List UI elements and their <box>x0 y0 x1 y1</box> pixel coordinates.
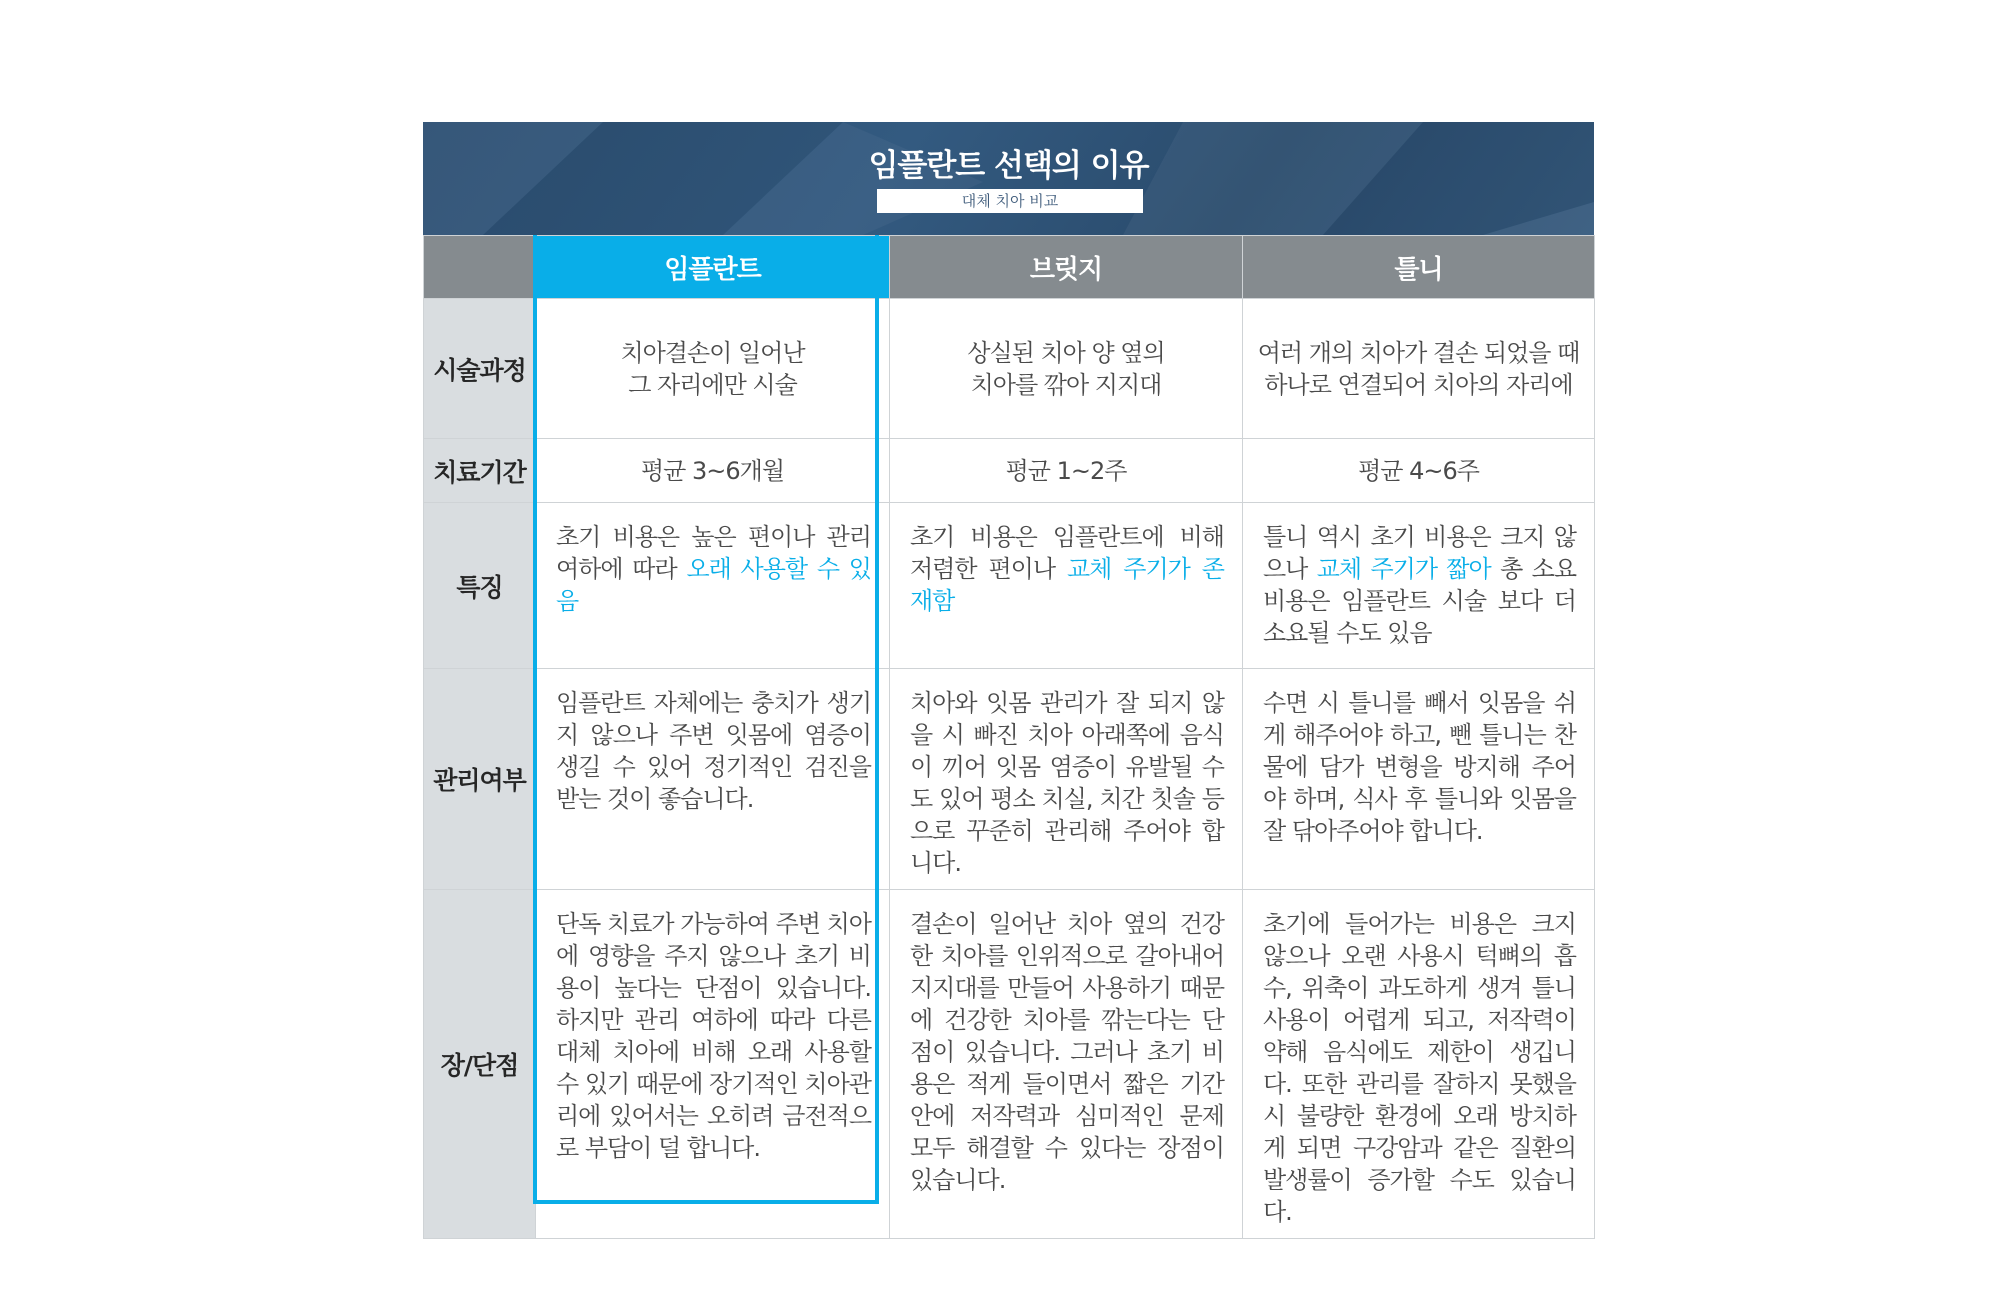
feature-implant-text: 초기 비용은 높은 편이나 관리 여하에 따라 <box>556 523 871 583</box>
comparison-table <box>423 235 1595 1239</box>
row-label-period: 치료기간 <box>424 439 536 503</box>
row-label-care: 관리여부 <box>424 669 536 890</box>
cell-process-denture: 여러 개의 치아가 결손 되었을 때 하나로 연결되어 치아의 자리에 <box>1243 299 1595 439</box>
cell-care-implant: 임플란트 자체에는 충치가 생기지 않으나 주변 잇몸에 염증이 생길 수 있어 정기적인 검진을 받는 것이 좋습니다. <box>536 669 890 890</box>
feature-denture-text-end: 총 소요 비용은 임플란트 시술 보다 더 소요될 수도 있음 <box>1263 555 1577 647</box>
feature-bridge-highlight: 교체 주기가 존재함 <box>910 555 1224 615</box>
feature-denture-text: 틀니 역시 초기 비용은 크지 않으나 <box>1263 523 1576 583</box>
header-row <box>424 236 1595 299</box>
column-header-implant: 임플란트 <box>536 236 890 299</box>
table-row-period <box>424 439 1595 503</box>
column-header-bridge: 브릿지 <box>890 236 1243 299</box>
table-row-pros-cons <box>424 890 1595 1239</box>
title-banner <box>423 122 1594 235</box>
cell-pros-cons-implant: 단독 치료가 가능하여 주변 치아에 영향을 주지 않으나 초기 비용이 높다는 단점이 있습니다. 하지만 관리 여하에 따라 다른 대체 치아에 비해 오래 사용할 수 있기 때문에 장기적인 치아관리에 있어서는 오히려 금전적으로 부담이 덜 합니다. <box>536 890 890 1239</box>
cell-pros-cons-bridge: 결손이 일어난 치아 옆의 건강한 치아를 인위적으로 갈아내어 지지대를 만들어 사용하기 때문에 건강한 치아를 깎는다는 단점이 있습니다. 그러나 초기 비용은 적게 들이면서 짧은 기간 안에 저작력과 심미적인 문제 모두 해결할 수 있다는 장점이 있습니다. <box>890 890 1243 1239</box>
page-title: 임플란트 선택의 이유 <box>868 148 1149 184</box>
cell-period-denture: 평균 4~6주 <box>1243 439 1595 503</box>
feature-bridge-text: 초기 비용은 임플란트에 비해 저렴한 편이나 <box>910 523 1224 583</box>
cell-care-denture: 수면 시 틀니를 빼서 잇몸을 쉬게 해주어야 하고, 뺀 틀니는 찬물에 담가 변형을 방지해 주어야 하며, 식사 후 틀니와 잇몸을 잘 닦아주어야 합니다. <box>1243 669 1595 890</box>
comparison-card <box>423 122 1594 1239</box>
cell-feature-implant <box>536 503 890 669</box>
table-row-care <box>424 669 1595 890</box>
row-label-pros-cons: 장/단점 <box>424 890 536 1239</box>
header-corner <box>424 236 536 299</box>
table-row-feature <box>424 503 1595 669</box>
row-label-feature: 특징 <box>424 503 536 669</box>
cell-feature-bridge <box>890 503 1243 669</box>
cell-period-implant: 평균 3~6개월 <box>536 439 890 503</box>
cell-process-bridge: 상실된 치아 양 옆의 치아를 깎아 지지대 <box>890 299 1243 439</box>
feature-implant-highlight: 오래 사용할 수 있음 <box>556 555 871 615</box>
cell-feature-denture <box>1243 503 1595 669</box>
cell-care-bridge: 치아와 잇몸 관리가 잘 되지 않을 시 빠진 치아 아래쪽에 음식이 끼어 잇몸 염증이 유발될 수도 있어 평소 치실, 치간 칫솔 등으로 꾸준히 관리해 주어야 합니다. <box>890 669 1243 890</box>
row-label-process: 시술과정 <box>424 299 536 439</box>
cell-pros-cons-denture: 초기에 들어가는 비용은 크지 않으나 오랜 사용시 턱뼈의 흡수, 위축이 과도하게 생겨 틀니 사용이 어렵게 되고, 저작력이 약해 음식에도 제한이 생깁니다. 또한 관리를 잘하지 못했을 시 불량한 환경에 오래 방치하게 되면 구강암과 같은 질환의 발생률이 증가할 수도 있습니다. <box>1243 890 1595 1239</box>
table-row-process <box>424 299 1595 439</box>
cell-process-implant: 치아결손이 일어난 그 자리에만 시술 <box>536 299 890 439</box>
cell-period-bridge: 평균 1~2주 <box>890 439 1243 503</box>
column-header-denture: 틀니 <box>1243 236 1595 299</box>
feature-denture-highlight: 교체 주기가 짧아 <box>1316 555 1491 583</box>
page-subtitle: 대체 치아 비교 <box>877 189 1143 213</box>
